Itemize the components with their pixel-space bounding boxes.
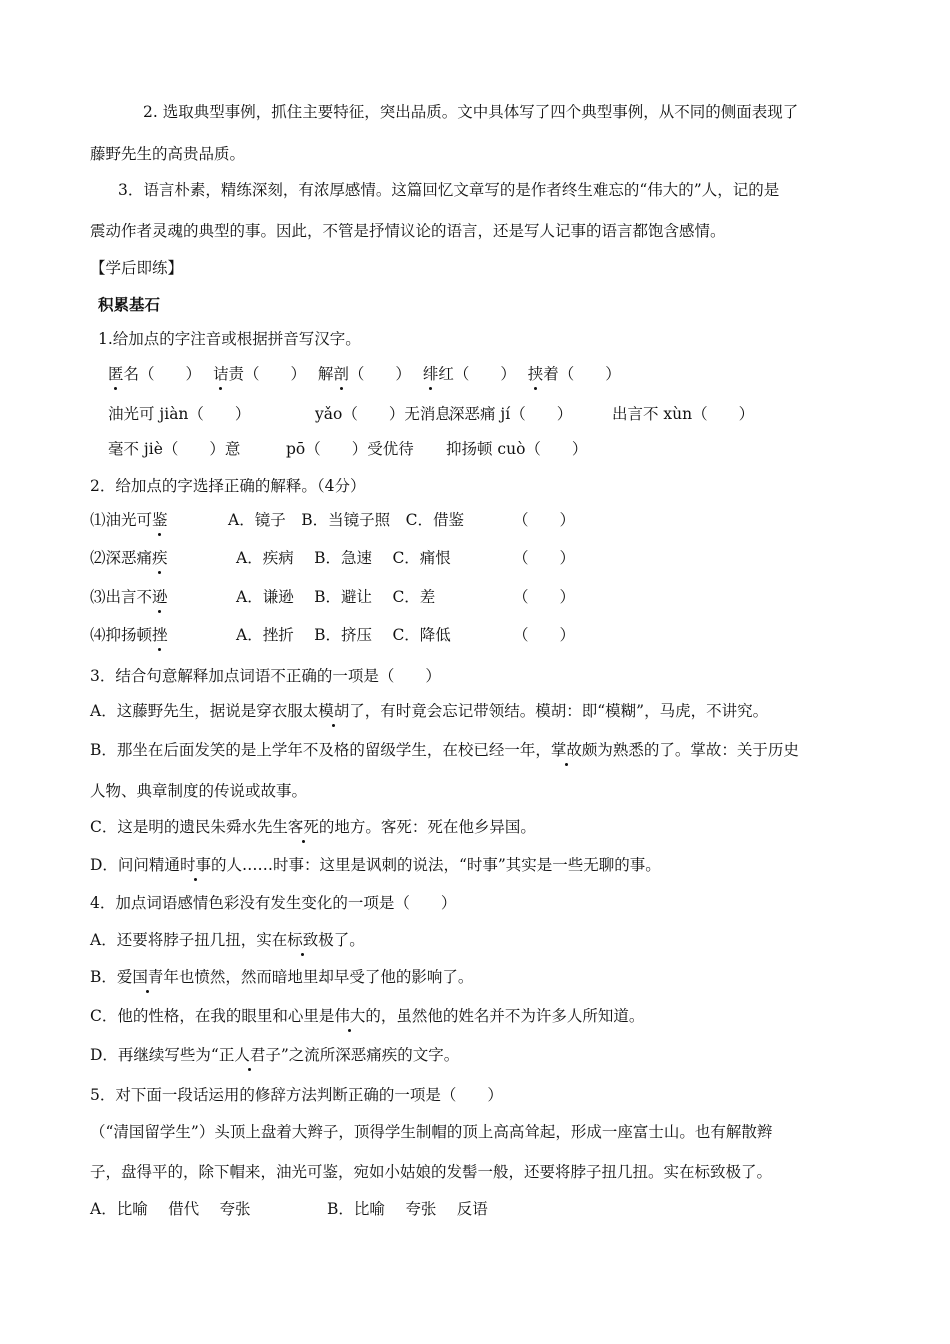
pinyin-item: 匿名（ ） xyxy=(108,365,202,383)
question-5-passage: 子，盘得平的，除下帽来，油光可鉴，宛如小姑娘的发髻一般，还要将脖子扭几扭。实在标致极了。 xyxy=(90,1163,773,1181)
pinyin-item: 挟着（ ） xyxy=(527,365,621,383)
question-3-option-a: A．这藤野先生，据说是穿衣服太模胡了，有时竟会忘记带领结。模胡：即“模糊”，马虎，不讲究。 xyxy=(90,702,769,720)
question-5-passage: （“清国留学生”）头顶上盘着大辫子，顶得学生制帽的顶上高高耸起，形成一座富士山。也有解散辫 xyxy=(90,1123,773,1141)
question-2-stem: 2．给加点的字选择正确的解释。（4分） xyxy=(90,477,366,495)
question-2-item: ⑷抑扬顿挫 A．挫折 B．挤压 C．降低 （ ） xyxy=(90,626,576,644)
pinyin-item: 诘责（ ） xyxy=(212,365,306,383)
question-4-option-a: A．还要将脖子扭几扭，实在标致极了。 xyxy=(90,931,365,949)
question-5-stem: 5．对下面一段话运用的修辞方法判断正确的一项是（ ） xyxy=(90,1086,503,1104)
section-heading: 【学后即练】 xyxy=(90,259,184,277)
paragraph-line: 2. 选取典型事例，抓住主要特征，突出品质。文中具体写了四个典型事例，从不同的侧面表现了 xyxy=(143,103,799,121)
question-2-item: ⑵深恶痛疾 A．疾病 B．急速 C．痛恨 （ ） xyxy=(90,549,576,567)
pinyin-item: 绯红（ ） xyxy=(422,365,516,383)
question-4-option-d: D．再继续写些为“正人君子”之流所深恶痛疾的文字。 xyxy=(90,1046,460,1064)
question-1-stem: 1.给加点的字注音或根据拼音写汉字。 xyxy=(98,330,361,348)
question-4-stem: 4．加点词语感情色彩没有发生变化的一项是（ ） xyxy=(90,894,457,912)
question-3-stem: 3．结合句意解释加点词语不正确的一项是（ ） xyxy=(90,667,441,685)
pinyin-item: 出言不 xùn（ ） xyxy=(612,405,755,423)
question-5-option-b: B．比喻 夸张 反语 xyxy=(327,1200,488,1218)
pinyin-item: yǎo（ ）无消息 xyxy=(315,405,451,423)
question-4-option-b: B．爱国青年也愤然，然而暗地里却早受了他的影响了。 xyxy=(90,968,474,986)
paragraph-line: 震动作者灵魂的典型的事。因此，不管是抒情议论的语言，还是写人记事的语言都饱含感情。 xyxy=(90,222,726,240)
question-3-option-d: D．问问精通时事的人……时事：这里是讽刺的说法，“时事”其实是一些无聊的事。 xyxy=(90,856,661,874)
question-3-option-c: C．这是明的遗民朱舜水先生客死的地方。客死：死在他乡异国。 xyxy=(90,818,536,836)
pinyin-item: 解剖（ ） xyxy=(317,365,411,383)
question-2-item: ⑴油光可鉴 A．镜子 B．当镜子照 C．借鉴 （ ） xyxy=(90,511,576,529)
question-3-option-b: B．那坐在后面发笑的是上学年不及格的留级学生，在校已经一年，掌故颇为熟悉的了。掌故：关于历史 xyxy=(90,741,799,759)
question-1-row-2 xyxy=(108,404,754,424)
paragraph-line: 3．语言朴素，精练深刻，有浓厚感情。这篇回忆文章写的是作者终生难忘的“伟大的”人，记的是 xyxy=(118,181,780,199)
pinyin-item: pō（ ）受优待 xyxy=(286,440,414,458)
question-2-item: ⑶出言不逊 A．谦逊 B．避让 C．差 （ ） xyxy=(90,588,576,606)
question-5-option-a: A．比喻 借代 夸张 xyxy=(90,1200,251,1218)
paragraph-line: 藤野先生的高贵品质。 xyxy=(90,145,246,163)
question-4-option-c: C．他的性格，在我的眼里和心里是伟大的，虽然他的姓名并不为许多人所知道。 xyxy=(90,1007,645,1025)
pinyin-item: 油光可 jiàn（ ） xyxy=(108,405,251,423)
question-5-options xyxy=(90,1199,488,1219)
pinyin-item: 抑扬顿 cuò（ ） xyxy=(446,440,588,458)
pinyin-item: 毫不 jiè（ ）意 xyxy=(108,440,241,458)
subsection-heading: 积累基石 xyxy=(98,295,161,314)
question-3-option-b-cont: 人物、典章制度的传说或故事。 xyxy=(90,782,308,800)
question-1-row-3 xyxy=(108,439,587,459)
question-1-row-1 xyxy=(108,364,621,384)
pinyin-item: 深恶痛 jí（ ） xyxy=(449,405,573,423)
